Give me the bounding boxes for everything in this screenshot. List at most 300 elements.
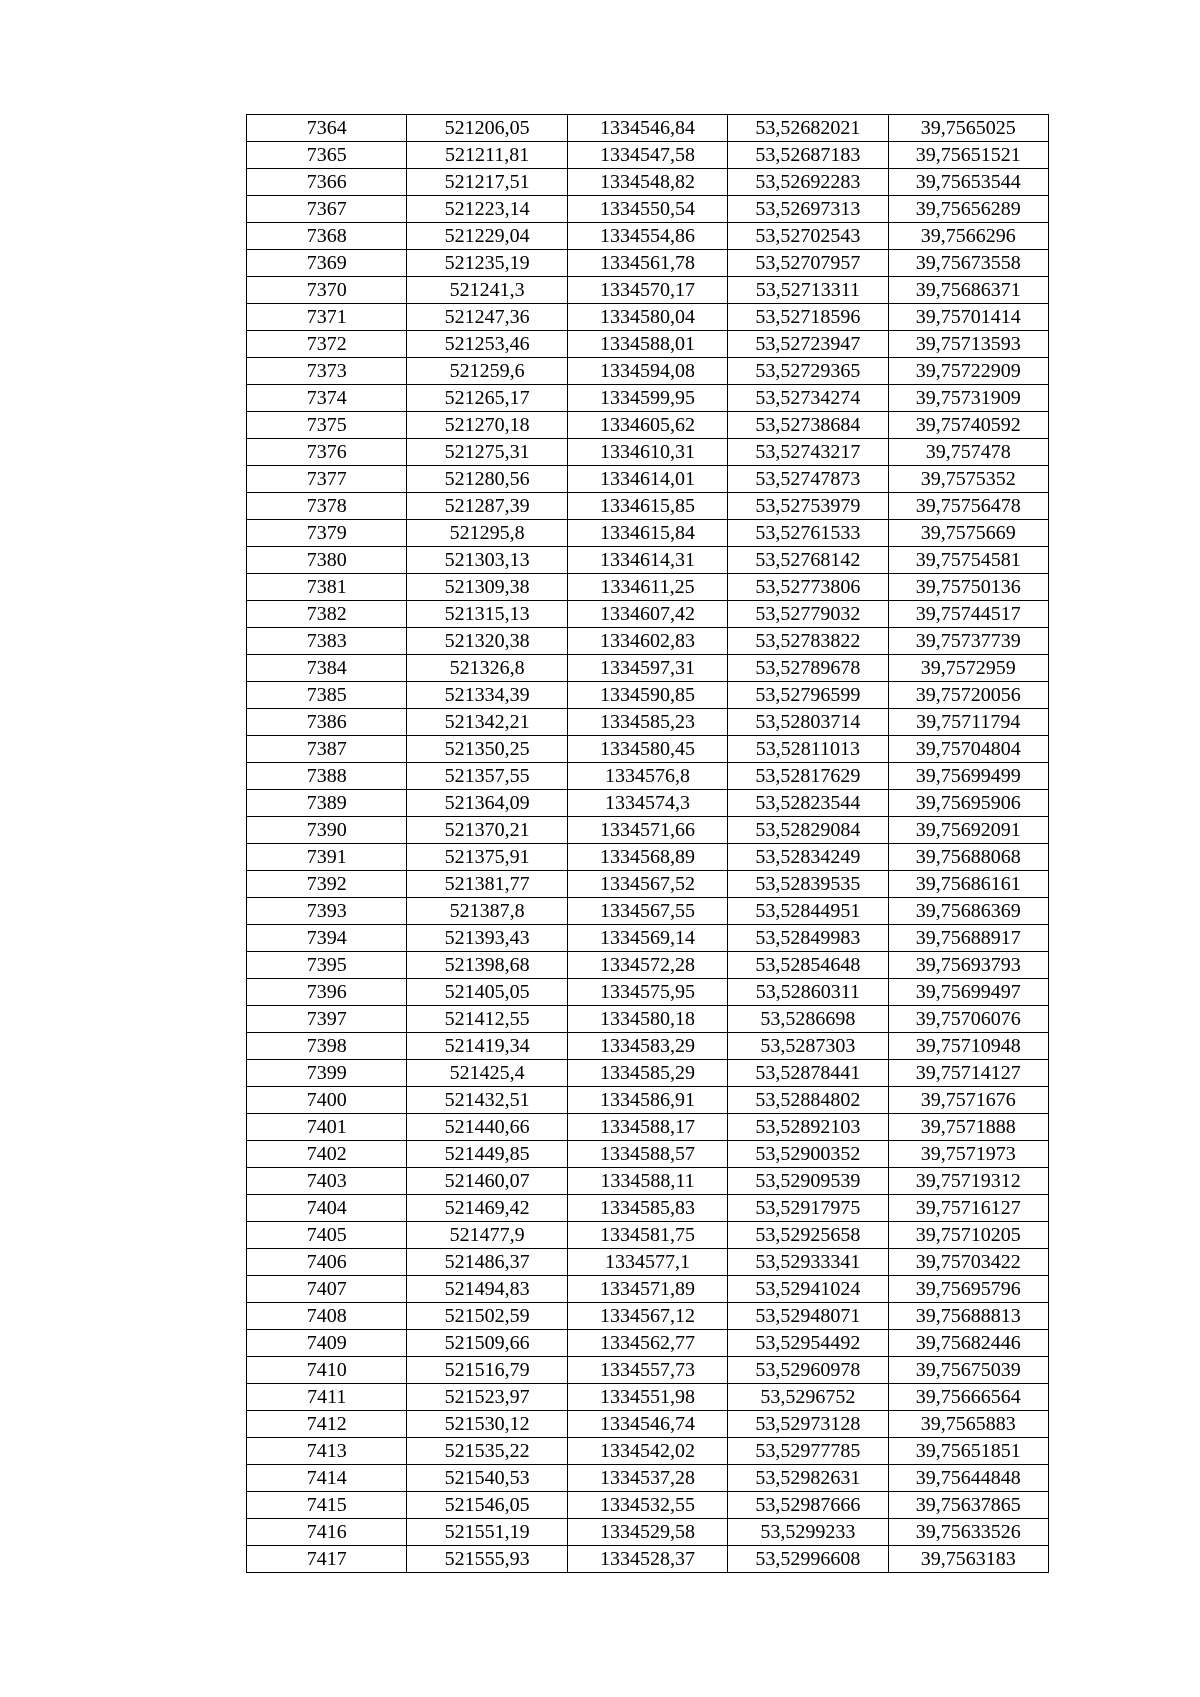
point-number-cell: 7386 bbox=[247, 709, 407, 736]
x-coordinate-cell: 521270,18 bbox=[407, 412, 567, 439]
x-coordinate-cell: 521253,46 bbox=[407, 331, 567, 358]
table-row bbox=[247, 1033, 1049, 1060]
x-coordinate-cell: 521265,17 bbox=[407, 385, 567, 412]
x-coordinate-cell: 521530,12 bbox=[407, 1411, 567, 1438]
y-coordinate-cell: 1334611,25 bbox=[567, 574, 727, 601]
x-coordinate-cell: 521357,55 bbox=[407, 763, 567, 790]
point-number-cell: 7375 bbox=[247, 412, 407, 439]
latitude-cell: 53,52987666 bbox=[728, 1492, 888, 1519]
latitude-cell: 53,52996608 bbox=[728, 1546, 888, 1573]
x-coordinate-cell: 521393,43 bbox=[407, 925, 567, 952]
x-coordinate-cell: 521494,83 bbox=[407, 1276, 567, 1303]
x-coordinate-cell: 521477,9 bbox=[407, 1222, 567, 1249]
table-row bbox=[247, 304, 1049, 331]
point-number-cell: 7385 bbox=[247, 682, 407, 709]
latitude-cell: 53,52768142 bbox=[728, 547, 888, 574]
latitude-cell: 53,52834249 bbox=[728, 844, 888, 871]
x-coordinate-cell: 521326,8 bbox=[407, 655, 567, 682]
point-number-cell: 7396 bbox=[247, 979, 407, 1006]
latitude-cell: 53,52811013 bbox=[728, 736, 888, 763]
latitude-cell: 53,52682021 bbox=[728, 115, 888, 142]
table-row bbox=[247, 493, 1049, 520]
x-coordinate-cell: 521546,05 bbox=[407, 1492, 567, 1519]
latitude-cell: 53,52697313 bbox=[728, 196, 888, 223]
latitude-cell: 53,52829084 bbox=[728, 817, 888, 844]
latitude-cell: 53,52977785 bbox=[728, 1438, 888, 1465]
x-coordinate-cell: 521370,21 bbox=[407, 817, 567, 844]
longitude-cell: 39,75693793 bbox=[888, 952, 1048, 979]
latitude-cell: 53,52854648 bbox=[728, 952, 888, 979]
longitude-cell: 39,75699497 bbox=[888, 979, 1048, 1006]
latitude-cell: 53,52909539 bbox=[728, 1168, 888, 1195]
x-coordinate-cell: 521309,38 bbox=[407, 574, 567, 601]
latitude-cell: 53,52839535 bbox=[728, 871, 888, 898]
point-number-cell: 7404 bbox=[247, 1195, 407, 1222]
x-coordinate-cell: 521211,81 bbox=[407, 142, 567, 169]
point-number-cell: 7416 bbox=[247, 1519, 407, 1546]
y-coordinate-cell: 1334528,37 bbox=[567, 1546, 727, 1573]
longitude-cell: 39,75682446 bbox=[888, 1330, 1048, 1357]
latitude-cell: 53,52723947 bbox=[728, 331, 888, 358]
latitude-cell: 53,52734274 bbox=[728, 385, 888, 412]
y-coordinate-cell: 1334607,42 bbox=[567, 601, 727, 628]
point-number-cell: 7415 bbox=[247, 1492, 407, 1519]
latitude-cell: 53,5286698 bbox=[728, 1006, 888, 1033]
longitude-cell: 39,7566296 bbox=[888, 223, 1048, 250]
longitude-cell: 39,75686161 bbox=[888, 871, 1048, 898]
y-coordinate-cell: 1334551,98 bbox=[567, 1384, 727, 1411]
table-row bbox=[247, 763, 1049, 790]
longitude-cell: 39,75695796 bbox=[888, 1276, 1048, 1303]
longitude-cell: 39,75644848 bbox=[888, 1465, 1048, 1492]
x-coordinate-cell: 521334,39 bbox=[407, 682, 567, 709]
x-coordinate-cell: 521419,34 bbox=[407, 1033, 567, 1060]
y-coordinate-cell: 1334615,85 bbox=[567, 493, 727, 520]
y-coordinate-cell: 1334571,66 bbox=[567, 817, 727, 844]
point-number-cell: 7406 bbox=[247, 1249, 407, 1276]
y-coordinate-cell: 1334542,02 bbox=[567, 1438, 727, 1465]
point-number-cell: 7403 bbox=[247, 1168, 407, 1195]
x-coordinate-cell: 521412,55 bbox=[407, 1006, 567, 1033]
point-number-cell: 7398 bbox=[247, 1033, 407, 1060]
table-row bbox=[247, 385, 1049, 412]
y-coordinate-cell: 1334532,55 bbox=[567, 1492, 727, 1519]
y-coordinate-cell: 1334572,28 bbox=[567, 952, 727, 979]
x-coordinate-cell: 521516,79 bbox=[407, 1357, 567, 1384]
longitude-cell: 39,75675039 bbox=[888, 1357, 1048, 1384]
latitude-cell: 53,52796599 bbox=[728, 682, 888, 709]
x-coordinate-cell: 521540,53 bbox=[407, 1465, 567, 1492]
longitude-cell: 39,75737739 bbox=[888, 628, 1048, 655]
y-coordinate-cell: 1334547,58 bbox=[567, 142, 727, 169]
latitude-cell: 53,52718596 bbox=[728, 304, 888, 331]
y-coordinate-cell: 1334580,18 bbox=[567, 1006, 727, 1033]
point-number-cell: 7365 bbox=[247, 142, 407, 169]
longitude-cell: 39,75695906 bbox=[888, 790, 1048, 817]
latitude-cell: 53,52860311 bbox=[728, 979, 888, 1006]
longitude-cell: 39,75750136 bbox=[888, 574, 1048, 601]
longitude-cell: 39,75656289 bbox=[888, 196, 1048, 223]
latitude-cell: 53,52933341 bbox=[728, 1249, 888, 1276]
x-coordinate-cell: 521486,37 bbox=[407, 1249, 567, 1276]
longitude-cell: 39,7575669 bbox=[888, 520, 1048, 547]
x-coordinate-cell: 521247,36 bbox=[407, 304, 567, 331]
longitude-cell: 39,7572959 bbox=[888, 655, 1048, 682]
longitude-cell: 39,75633526 bbox=[888, 1519, 1048, 1546]
longitude-cell: 39,75688068 bbox=[888, 844, 1048, 871]
y-coordinate-cell: 1334570,17 bbox=[567, 277, 727, 304]
longitude-cell: 39,75719312 bbox=[888, 1168, 1048, 1195]
point-number-cell: 7377 bbox=[247, 466, 407, 493]
table-row bbox=[247, 169, 1049, 196]
point-number-cell: 7384 bbox=[247, 655, 407, 682]
point-number-cell: 7414 bbox=[247, 1465, 407, 1492]
table-row bbox=[247, 1087, 1049, 1114]
longitude-cell: 39,75710205 bbox=[888, 1222, 1048, 1249]
table-row bbox=[247, 1168, 1049, 1195]
x-coordinate-cell: 521342,21 bbox=[407, 709, 567, 736]
longitude-cell: 39,75706076 bbox=[888, 1006, 1048, 1033]
y-coordinate-cell: 1334576,8 bbox=[567, 763, 727, 790]
y-coordinate-cell: 1334588,57 bbox=[567, 1141, 727, 1168]
longitude-cell: 39,75713593 bbox=[888, 331, 1048, 358]
longitude-cell: 39,7571888 bbox=[888, 1114, 1048, 1141]
point-number-cell: 7369 bbox=[247, 250, 407, 277]
x-coordinate-cell: 521523,97 bbox=[407, 1384, 567, 1411]
x-coordinate-cell: 521235,19 bbox=[407, 250, 567, 277]
x-coordinate-cell: 521223,14 bbox=[407, 196, 567, 223]
point-number-cell: 7397 bbox=[247, 1006, 407, 1033]
x-coordinate-cell: 521259,6 bbox=[407, 358, 567, 385]
point-number-cell: 7393 bbox=[247, 898, 407, 925]
point-number-cell: 7409 bbox=[247, 1330, 407, 1357]
latitude-cell: 53,52738684 bbox=[728, 412, 888, 439]
point-number-cell: 7394 bbox=[247, 925, 407, 952]
latitude-cell: 53,52925658 bbox=[728, 1222, 888, 1249]
table-row bbox=[247, 439, 1049, 466]
table-row bbox=[247, 1303, 1049, 1330]
x-coordinate-cell: 521502,59 bbox=[407, 1303, 567, 1330]
longitude-cell: 39,7575352 bbox=[888, 466, 1048, 493]
y-coordinate-cell: 1334567,55 bbox=[567, 898, 727, 925]
latitude-cell: 53,52948071 bbox=[728, 1303, 888, 1330]
y-coordinate-cell: 1334574,3 bbox=[567, 790, 727, 817]
longitude-cell: 39,75744517 bbox=[888, 601, 1048, 628]
longitude-cell: 39,75731909 bbox=[888, 385, 1048, 412]
point-number-cell: 7411 bbox=[247, 1384, 407, 1411]
point-number-cell: 7380 bbox=[247, 547, 407, 574]
y-coordinate-cell: 1334546,84 bbox=[567, 115, 727, 142]
table-row bbox=[247, 1249, 1049, 1276]
latitude-cell: 53,5287303 bbox=[728, 1033, 888, 1060]
longitude-cell: 39,75704804 bbox=[888, 736, 1048, 763]
point-number-cell: 7378 bbox=[247, 493, 407, 520]
longitude-cell: 39,75651521 bbox=[888, 142, 1048, 169]
table-row bbox=[247, 1006, 1049, 1033]
y-coordinate-cell: 1334590,85 bbox=[567, 682, 727, 709]
point-number-cell: 7367 bbox=[247, 196, 407, 223]
table-row bbox=[247, 1060, 1049, 1087]
coordinates-table-body bbox=[247, 115, 1049, 1573]
x-coordinate-cell: 521555,93 bbox=[407, 1546, 567, 1573]
point-number-cell: 7407 bbox=[247, 1276, 407, 1303]
longitude-cell: 39,75688917 bbox=[888, 925, 1048, 952]
x-coordinate-cell: 521425,4 bbox=[407, 1060, 567, 1087]
point-number-cell: 7389 bbox=[247, 790, 407, 817]
point-number-cell: 7374 bbox=[247, 385, 407, 412]
point-number-cell: 7399 bbox=[247, 1060, 407, 1087]
longitude-cell: 39,75720056 bbox=[888, 682, 1048, 709]
y-coordinate-cell: 1334567,52 bbox=[567, 871, 727, 898]
table-row bbox=[247, 925, 1049, 952]
point-number-cell: 7387 bbox=[247, 736, 407, 763]
latitude-cell: 53,52982631 bbox=[728, 1465, 888, 1492]
y-coordinate-cell: 1334550,54 bbox=[567, 196, 727, 223]
y-coordinate-cell: 1334610,31 bbox=[567, 439, 727, 466]
point-number-cell: 7400 bbox=[247, 1087, 407, 1114]
point-number-cell: 7413 bbox=[247, 1438, 407, 1465]
longitude-cell: 39,75701414 bbox=[888, 304, 1048, 331]
x-coordinate-cell: 521381,77 bbox=[407, 871, 567, 898]
y-coordinate-cell: 1334548,82 bbox=[567, 169, 727, 196]
longitude-cell: 39,75710948 bbox=[888, 1033, 1048, 1060]
table-row bbox=[247, 1411, 1049, 1438]
table-row bbox=[247, 331, 1049, 358]
table-row bbox=[247, 817, 1049, 844]
latitude-cell: 53,52849983 bbox=[728, 925, 888, 952]
latitude-cell: 53,52973128 bbox=[728, 1411, 888, 1438]
longitude-cell: 39,75711794 bbox=[888, 709, 1048, 736]
y-coordinate-cell: 1334580,45 bbox=[567, 736, 727, 763]
point-number-cell: 7381 bbox=[247, 574, 407, 601]
y-coordinate-cell: 1334583,29 bbox=[567, 1033, 727, 1060]
y-coordinate-cell: 1334575,95 bbox=[567, 979, 727, 1006]
longitude-cell: 39,75673558 bbox=[888, 250, 1048, 277]
latitude-cell: 53,52884802 bbox=[728, 1087, 888, 1114]
latitude-cell: 53,52713311 bbox=[728, 277, 888, 304]
table-row bbox=[247, 1465, 1049, 1492]
latitude-cell: 53,52817629 bbox=[728, 763, 888, 790]
y-coordinate-cell: 1334586,91 bbox=[567, 1087, 727, 1114]
table-row bbox=[247, 1384, 1049, 1411]
latitude-cell: 53,5296752 bbox=[728, 1384, 888, 1411]
longitude-cell: 39,75637865 bbox=[888, 1492, 1048, 1519]
y-coordinate-cell: 1334568,89 bbox=[567, 844, 727, 871]
latitude-cell: 53,5299233 bbox=[728, 1519, 888, 1546]
longitude-cell: 39,75692091 bbox=[888, 817, 1048, 844]
y-coordinate-cell: 1334585,29 bbox=[567, 1060, 727, 1087]
y-coordinate-cell: 1334588,17 bbox=[567, 1114, 727, 1141]
x-coordinate-cell: 521315,13 bbox=[407, 601, 567, 628]
y-coordinate-cell: 1334597,31 bbox=[567, 655, 727, 682]
longitude-cell: 39,75686371 bbox=[888, 277, 1048, 304]
latitude-cell: 53,52702543 bbox=[728, 223, 888, 250]
point-number-cell: 7417 bbox=[247, 1546, 407, 1573]
table-row bbox=[247, 358, 1049, 385]
x-coordinate-cell: 521287,39 bbox=[407, 493, 567, 520]
latitude-cell: 53,52761533 bbox=[728, 520, 888, 547]
y-coordinate-cell: 1334588,01 bbox=[567, 331, 727, 358]
latitude-cell: 53,52823544 bbox=[728, 790, 888, 817]
table-row bbox=[247, 1195, 1049, 1222]
x-coordinate-cell: 521241,3 bbox=[407, 277, 567, 304]
longitude-cell: 39,75754581 bbox=[888, 547, 1048, 574]
y-coordinate-cell: 1334529,58 bbox=[567, 1519, 727, 1546]
table-row bbox=[247, 412, 1049, 439]
x-coordinate-cell: 521509,66 bbox=[407, 1330, 567, 1357]
longitude-cell: 39,7565025 bbox=[888, 115, 1048, 142]
table-row bbox=[247, 1519, 1049, 1546]
y-coordinate-cell: 1334571,89 bbox=[567, 1276, 727, 1303]
latitude-cell: 53,52803714 bbox=[728, 709, 888, 736]
latitude-cell: 53,52941024 bbox=[728, 1276, 888, 1303]
longitude-cell: 39,75699499 bbox=[888, 763, 1048, 790]
latitude-cell: 53,52783822 bbox=[728, 628, 888, 655]
table-row bbox=[247, 628, 1049, 655]
table-row bbox=[247, 1492, 1049, 1519]
point-number-cell: 7405 bbox=[247, 1222, 407, 1249]
latitude-cell: 53,52960978 bbox=[728, 1357, 888, 1384]
table-row bbox=[247, 223, 1049, 250]
x-coordinate-cell: 521405,05 bbox=[407, 979, 567, 1006]
table-row bbox=[247, 1357, 1049, 1384]
table-row bbox=[247, 1141, 1049, 1168]
y-coordinate-cell: 1334585,23 bbox=[567, 709, 727, 736]
y-coordinate-cell: 1334594,08 bbox=[567, 358, 727, 385]
point-number-cell: 7410 bbox=[247, 1357, 407, 1384]
table-row bbox=[247, 790, 1049, 817]
table-row bbox=[247, 547, 1049, 574]
y-coordinate-cell: 1334614,31 bbox=[567, 547, 727, 574]
point-number-cell: 7401 bbox=[247, 1114, 407, 1141]
latitude-cell: 53,52917975 bbox=[728, 1195, 888, 1222]
longitude-cell: 39,7571973 bbox=[888, 1141, 1048, 1168]
table-row bbox=[247, 1276, 1049, 1303]
x-coordinate-cell: 521364,09 bbox=[407, 790, 567, 817]
y-coordinate-cell: 1334615,84 bbox=[567, 520, 727, 547]
longitude-cell: 39,75756478 bbox=[888, 493, 1048, 520]
longitude-cell: 39,75722909 bbox=[888, 358, 1048, 385]
x-coordinate-cell: 521275,31 bbox=[407, 439, 567, 466]
x-coordinate-cell: 521229,04 bbox=[407, 223, 567, 250]
y-coordinate-cell: 1334585,83 bbox=[567, 1195, 727, 1222]
y-coordinate-cell: 1334561,78 bbox=[567, 250, 727, 277]
longitude-cell: 39,75651851 bbox=[888, 1438, 1048, 1465]
x-coordinate-cell: 521217,51 bbox=[407, 169, 567, 196]
table-row bbox=[247, 736, 1049, 763]
point-number-cell: 7371 bbox=[247, 304, 407, 331]
latitude-cell: 53,52878441 bbox=[728, 1060, 888, 1087]
longitude-cell: 39,75714127 bbox=[888, 1060, 1048, 1087]
table-row bbox=[247, 898, 1049, 925]
y-coordinate-cell: 1334581,75 bbox=[567, 1222, 727, 1249]
y-coordinate-cell: 1334588,11 bbox=[567, 1168, 727, 1195]
table-row bbox=[247, 277, 1049, 304]
point-number-cell: 7376 bbox=[247, 439, 407, 466]
point-number-cell: 7368 bbox=[247, 223, 407, 250]
latitude-cell: 53,52707957 bbox=[728, 250, 888, 277]
y-coordinate-cell: 1334614,01 bbox=[567, 466, 727, 493]
x-coordinate-cell: 521551,19 bbox=[407, 1519, 567, 1546]
table-row bbox=[247, 1222, 1049, 1249]
latitude-cell: 53,52954492 bbox=[728, 1330, 888, 1357]
longitude-cell: 39,75688813 bbox=[888, 1303, 1048, 1330]
longitude-cell: 39,75716127 bbox=[888, 1195, 1048, 1222]
longitude-cell: 39,757478 bbox=[888, 439, 1048, 466]
y-coordinate-cell: 1334602,83 bbox=[567, 628, 727, 655]
x-coordinate-cell: 521375,91 bbox=[407, 844, 567, 871]
y-coordinate-cell: 1334569,14 bbox=[567, 925, 727, 952]
x-coordinate-cell: 521350,25 bbox=[407, 736, 567, 763]
latitude-cell: 53,52900352 bbox=[728, 1141, 888, 1168]
coordinates-table bbox=[246, 114, 1049, 1573]
x-coordinate-cell: 521469,42 bbox=[407, 1195, 567, 1222]
latitude-cell: 53,52753979 bbox=[728, 493, 888, 520]
table-row bbox=[247, 682, 1049, 709]
y-coordinate-cell: 1334567,12 bbox=[567, 1303, 727, 1330]
latitude-cell: 53,52789678 bbox=[728, 655, 888, 682]
point-number-cell: 7412 bbox=[247, 1411, 407, 1438]
table-row bbox=[247, 952, 1049, 979]
y-coordinate-cell: 1334554,86 bbox=[567, 223, 727, 250]
point-number-cell: 7364 bbox=[247, 115, 407, 142]
table-row bbox=[247, 250, 1049, 277]
y-coordinate-cell: 1334599,95 bbox=[567, 385, 727, 412]
y-coordinate-cell: 1334580,04 bbox=[567, 304, 727, 331]
x-coordinate-cell: 521303,13 bbox=[407, 547, 567, 574]
point-number-cell: 7395 bbox=[247, 952, 407, 979]
x-coordinate-cell: 521320,38 bbox=[407, 628, 567, 655]
x-coordinate-cell: 521440,66 bbox=[407, 1114, 567, 1141]
latitude-cell: 53,52779032 bbox=[728, 601, 888, 628]
y-coordinate-cell: 1334605,62 bbox=[567, 412, 727, 439]
table-row bbox=[247, 709, 1049, 736]
y-coordinate-cell: 1334577,1 bbox=[567, 1249, 727, 1276]
table-row bbox=[247, 466, 1049, 493]
x-coordinate-cell: 521280,56 bbox=[407, 466, 567, 493]
latitude-cell: 53,52692283 bbox=[728, 169, 888, 196]
point-number-cell: 7402 bbox=[247, 1141, 407, 1168]
table-row bbox=[247, 1330, 1049, 1357]
table-row bbox=[247, 574, 1049, 601]
latitude-cell: 53,52844951 bbox=[728, 898, 888, 925]
point-number-cell: 7388 bbox=[247, 763, 407, 790]
table-row bbox=[247, 979, 1049, 1006]
point-number-cell: 7373 bbox=[247, 358, 407, 385]
point-number-cell: 7366 bbox=[247, 169, 407, 196]
point-number-cell: 7390 bbox=[247, 817, 407, 844]
longitude-cell: 39,75740592 bbox=[888, 412, 1048, 439]
point-number-cell: 7370 bbox=[247, 277, 407, 304]
x-coordinate-cell: 521295,8 bbox=[407, 520, 567, 547]
point-number-cell: 7408 bbox=[247, 1303, 407, 1330]
latitude-cell: 53,52729365 bbox=[728, 358, 888, 385]
table-row bbox=[247, 844, 1049, 871]
x-coordinate-cell: 521535,22 bbox=[407, 1438, 567, 1465]
table-row bbox=[247, 1546, 1049, 1573]
latitude-cell: 53,52687183 bbox=[728, 142, 888, 169]
latitude-cell: 53,52892103 bbox=[728, 1114, 888, 1141]
table-row bbox=[247, 871, 1049, 898]
x-coordinate-cell: 521398,68 bbox=[407, 952, 567, 979]
table-row bbox=[247, 520, 1049, 547]
table-row bbox=[247, 115, 1049, 142]
table-row bbox=[247, 1114, 1049, 1141]
longitude-cell: 39,75653544 bbox=[888, 169, 1048, 196]
point-number-cell: 7372 bbox=[247, 331, 407, 358]
y-coordinate-cell: 1334562,77 bbox=[567, 1330, 727, 1357]
x-coordinate-cell: 521387,8 bbox=[407, 898, 567, 925]
